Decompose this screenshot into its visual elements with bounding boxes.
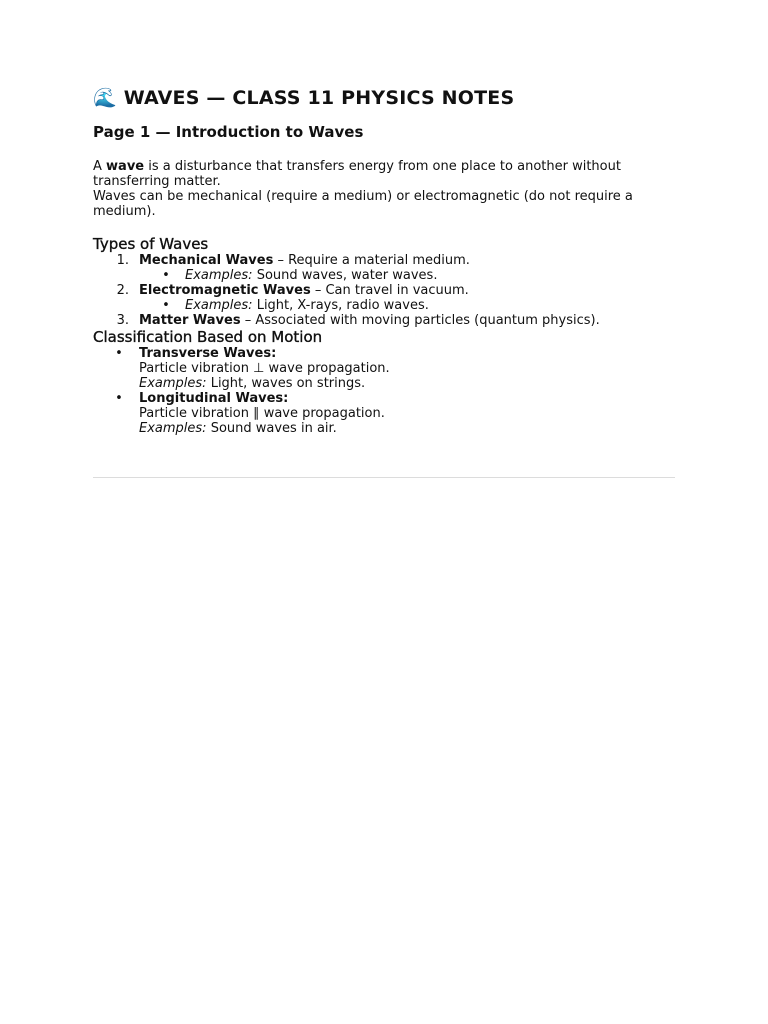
type-name: Electromagnetic Waves [139,283,311,298]
intro-paragraph [93,159,678,219]
document-title [93,86,678,110]
notes-content [93,86,678,436]
list-item-electromagnetic-waves [93,283,678,313]
list-number: 2. [116,283,129,298]
examples-item [139,298,678,313]
examples-text: Sound waves in air. [206,421,337,436]
bullet-icon: • [162,268,170,283]
section-divider [93,477,675,478]
type-description: – Can travel in vacuum. [310,283,469,298]
motion-type-name: Longitudinal Waves: [139,391,289,406]
list-item-mechanical-waves [93,253,678,283]
examples-text: Light, waves on strings. [206,376,366,391]
bullet-icon: • [162,298,170,313]
types-heading: Types of Waves [93,235,209,253]
intro-definition-text: is a disturbance that transfers energy from one place to another without transferring matter. [93,159,621,189]
list-item-transverse-waves [93,346,678,391]
document-title-text: WAVES — CLASS 11 PHYSICS NOTES [123,87,515,109]
types-list [93,253,678,328]
list-number: 3. [116,313,129,328]
examples-text: Light, X-rays, radio waves. [252,298,429,313]
intro-line-kinds: Waves can be mechanical (require a medium) or electromagnetic (do not require a medium). [93,189,633,219]
motion-list [93,346,678,436]
wave-icon: 🌊 [93,87,117,109]
type-description: – Associated with moving particles (quantum physics). [240,313,600,328]
examples-text: Sound waves, water waves. [252,268,438,283]
motion-type-name: Transverse Waves: [139,346,277,361]
bullet-icon: • [115,391,123,406]
examples-list [139,298,678,313]
motion-relation: Particle vibration ⊥ wave propagation. [139,361,390,376]
intro-line-definition [93,159,678,189]
examples-item [139,268,678,283]
type-name: Mechanical Waves [139,253,274,268]
page-heading: Page 1 — Introduction to Waves [93,123,364,141]
list-item-longitudinal-waves [93,391,678,436]
bullet-icon: • [115,346,123,361]
examples-label: Examples: [139,421,207,436]
type-description: – Require a material medium. [273,253,470,268]
examples-label: Examples: [185,298,253,313]
motion-relation: Particle vibration ∥ wave propagation. [139,406,385,421]
intro-term-wave: wave [106,159,145,174]
examples-list [139,268,678,283]
motion-heading: Classification Based on Motion [93,328,323,346]
list-number: 1. [116,253,129,268]
intro-prefix: A [93,159,107,174]
list-item-matter-waves [93,313,678,328]
examples-label: Examples: [139,376,207,391]
examples-label: Examples: [185,268,253,283]
type-name: Matter Waves [139,313,241,328]
